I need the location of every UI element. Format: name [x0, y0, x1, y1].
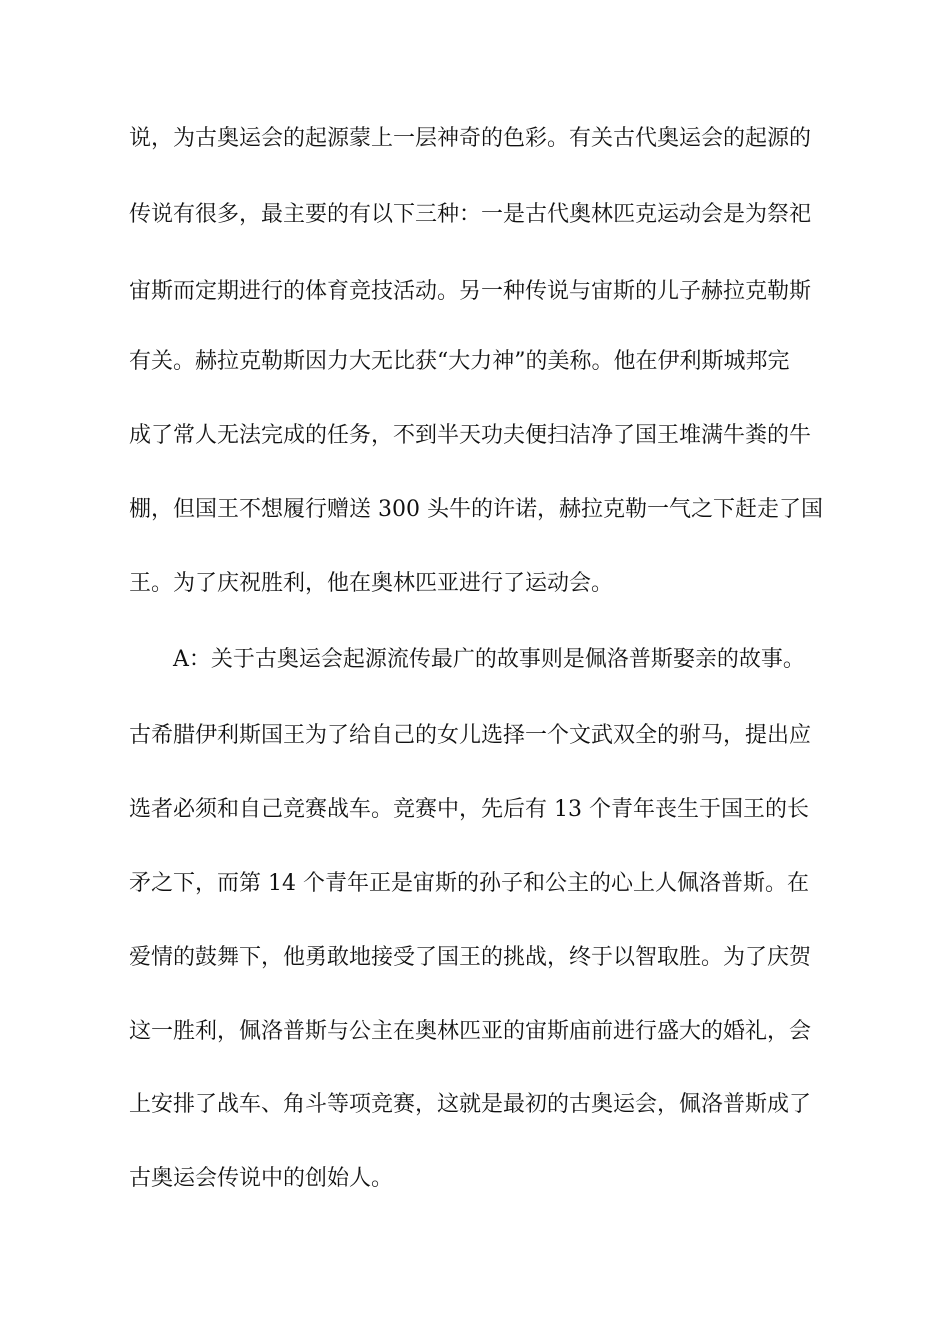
text-line: 选者必须和自己竞赛战车。竞赛中，先后有 13 个青年丧生于国王的长 [129, 797, 809, 822]
paragraph-first-line: A：关于古奥运会起源流传最广的故事则是佩洛普斯娶亲的故事。 [173, 647, 805, 672]
text-line: 上安排了战车、角斗等项竞赛，这就是最初的古奥运会，佩洛普斯成了 [129, 1092, 812, 1117]
text-line: 成了常人无法完成的任务，不到半天功夫便扫洁净了国王堆满牛粪的牛 [129, 423, 812, 448]
text-line: 矛之下，而第 14 个青年正是宙斯的孙子和公主的心上人佩洛普斯。在 [129, 871, 809, 896]
text-line: 爱情的鼓舞下，他勇敢地接受了国王的挑战，终于以智取胜。为了庆贺 [129, 945, 812, 970]
text-line: 说，为古奥运会的起源蒙上一层神奇的色彩。有关古代奥运会的起源的 [129, 126, 812, 151]
text-line: 王。为了庆祝胜利，他在奥林匹亚进行了运动会。 [129, 571, 614, 596]
text-line: 传说有很多，最主要的有以下三种：一是古代奥林匹克运动会是为祭祀 [129, 202, 812, 227]
text-line: 棚，但国王不想履行赠送 300 头牛的许诺，赫拉克勒一气之下赶走了国 [129, 497, 823, 522]
text-line: 古奥运会传说中的创始人。 [129, 1166, 394, 1191]
text-line: 有关。赫拉克勒斯因力大无比获“大力神”的美称。他在伊利斯城邦完 [129, 349, 790, 374]
text-line: 宙斯而定期进行的体育竞技活动。另一种传说与宙斯的儿子赫拉克勒斯 [129, 279, 812, 304]
text-line: 这一胜利，佩洛普斯与公主在奥林匹亚的宙斯庙前进行盛大的婚礼，会 [129, 1019, 812, 1044]
text-line: 古希腊伊利斯国王为了给自己的女儿选择一个文武双全的驸马，提出应 [129, 723, 812, 748]
